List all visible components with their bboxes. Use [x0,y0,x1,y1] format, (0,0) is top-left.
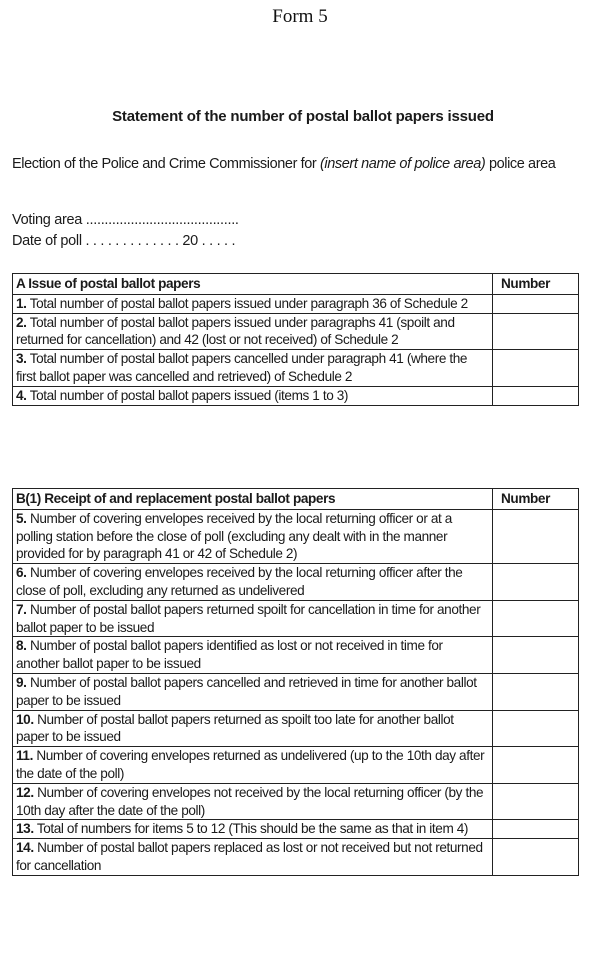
table-row [13,350,579,387]
item-text: Number of covering envelopes not received by the local returning officer (by the 10th day after the date of the poll) [16,784,484,818]
date-of-poll-field: Date of poll . . . . . . . . . . . . . 20 . . . . . [12,233,236,249]
item-text: Total of numbers for items 5 to 12 (This should be the same as that in item 4) [36,821,469,837]
voting-area-field: Voting area ......................................... [12,212,239,228]
item-number-value[interactable] [493,294,579,313]
item-number-value[interactable] [493,637,579,674]
table-header-row [13,274,579,295]
item-number: 6. [16,565,27,581]
item-text: Total number of postal ballot papers issued under paragraph 36 of Schedule 2 [29,295,468,311]
item-description [13,637,493,674]
table-row [13,386,579,405]
item-number: 2. [16,314,27,330]
item-description [13,313,493,350]
item-description [13,820,493,839]
table-section-a [12,273,579,406]
item-number: 3. [16,351,27,367]
section-a-title: A Issue of postal ballot papers [13,274,493,295]
section-b-title: B(1) Receipt of and replacement postal ballot papers [13,489,493,510]
item-number: 12. [16,784,34,800]
item-text: Number of postal ballot papers cancelled and retrieved in time for another ballot paper to be issued [16,674,477,708]
item-text: Number of postal ballot papers returned as spoilt too late for another ballot paper to be issued [16,711,454,745]
item-description [13,564,493,601]
election-statement [12,154,572,174]
item-text: Total number of postal ballot papers issued (items 1 to 3) [29,387,349,403]
election-prefix: Election of the Police and Crime Commissioner for [12,156,320,172]
item-description [13,600,493,637]
item-number-value[interactable] [493,673,579,710]
item-text: Number of postal ballot papers returned spoilt for cancellation in time for another ballot paper to be issued [16,601,481,635]
item-number: 11. [16,748,33,764]
section-a-number-header: Number [493,274,579,295]
item-number: 9. [16,674,27,690]
election-police-area-placeholder: (insert name of police area) [320,156,486,172]
item-number: 1. [16,295,27,311]
item-description [13,294,493,313]
item-number: 5. [16,510,27,526]
item-number-value[interactable] [493,386,579,405]
table-row [13,747,579,784]
section-b-number-header: Number [493,489,579,510]
item-description [13,747,493,784]
item-number-value[interactable] [493,350,579,387]
table-row [13,820,579,839]
table-row [13,564,579,601]
table-header-row [13,489,579,510]
item-text: Number of covering envelopes received by the local returning officer after the close of poll, excluding any returned as undelivered [16,565,463,598]
item-number-value[interactable] [493,600,579,637]
item-description [13,839,493,876]
item-number-value[interactable] [493,839,579,876]
table-row [13,673,579,710]
item-number-value[interactable] [493,564,579,601]
item-text: Number of postal ballot papers replaced as lost or not received but not returned for cancellation [16,840,483,873]
item-text: Number of covering envelopes received by the local returning officer or at a polling station before the close of poll (excluding any dealt with in the manner provided for by paragraph 41 or 42 of Schedule 2) [16,510,452,562]
form-label: Form 5 [272,6,328,27]
table-row [13,313,579,350]
table-row [13,710,579,747]
item-number: 4. [16,387,27,403]
item-number-value[interactable] [493,747,579,784]
item-number: 13. [16,821,34,837]
item-text: Total number of postal ballot papers issued under paragraphs 41 (spoilt and returned for cancellation) and 42 (lost or not received) of Schedule 2 [16,314,455,348]
item-number: 10. [16,711,34,727]
item-number-value[interactable] [493,783,579,820]
item-description [13,509,493,563]
item-number-value[interactable] [493,820,579,839]
item-text: Number of covering envelopes returned as undelivered (up to the 10th day after the date of the poll) [16,748,485,781]
item-text: Total number of postal ballot papers cancelled under paragraph 41 (where the first ballot paper was cancelled and retrieved) of Schedule 2 [16,351,468,384]
item-number-value[interactable] [493,313,579,350]
table-row [13,839,579,876]
item-number-value[interactable] [493,710,579,747]
table-row [13,509,579,563]
table-row [13,294,579,313]
table-row [13,600,579,637]
election-suffix: police area [485,156,556,172]
item-number: 7. [16,601,27,617]
item-description [13,350,493,387]
item-number: 8. [16,638,27,654]
page-title: Statement of the number of postal ballot papers issued [112,108,494,125]
item-description [13,783,493,820]
item-description [13,673,493,710]
item-number: 14. [16,840,34,856]
table-row [13,783,579,820]
item-description [13,386,493,405]
item-number-value[interactable] [493,509,579,563]
item-text: Number of postal ballot papers identified as lost or not received in time for another ballot paper to be issued [16,638,443,672]
table-section-b [12,488,579,876]
item-description [13,710,493,747]
table-row [13,637,579,674]
